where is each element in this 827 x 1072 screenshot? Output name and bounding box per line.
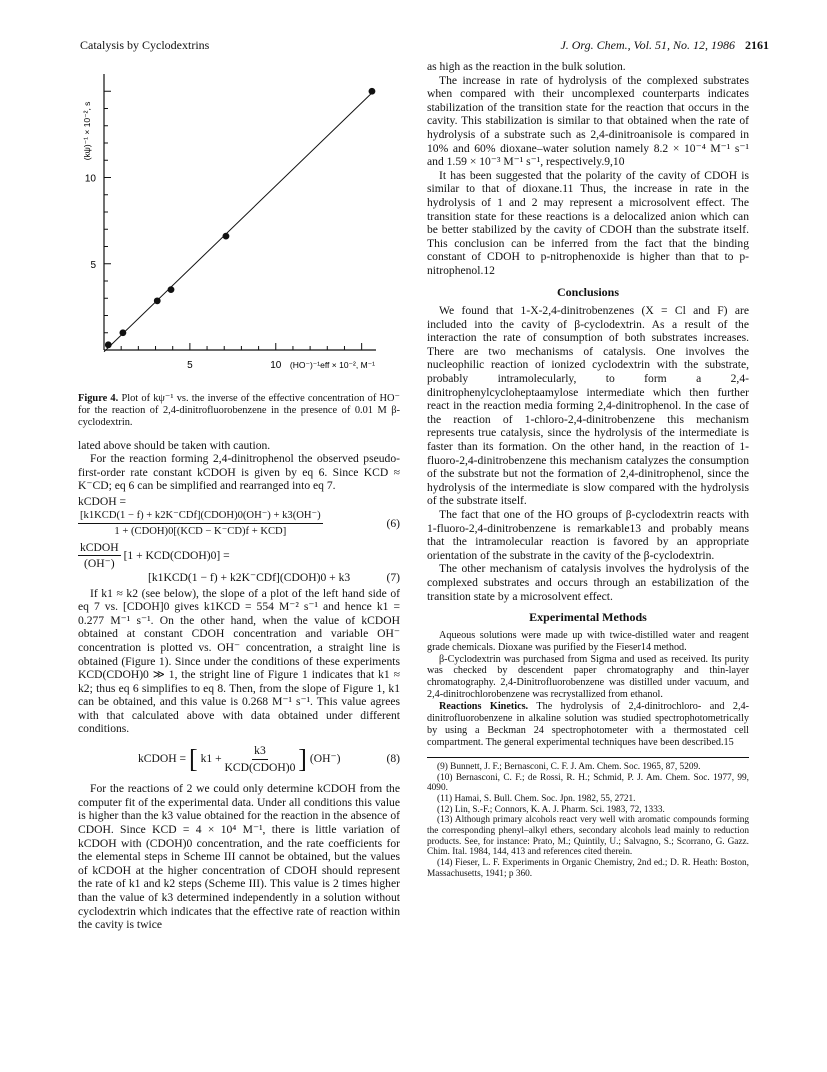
eq7-line2: [k1KCD(1 − f) + k2K⁻CDf](CDOH)0 + k3 (148, 570, 351, 584)
reference: (12) Lin, S.-F.; Connors, K. A. J. Pharm. Sci. 1983, 72, 1333. (437, 804, 665, 815)
eq7-num: kCDOH (78, 541, 121, 557)
eq6-number: (6) (386, 516, 400, 530)
reference: (11) Hamai, S. Bull. Chem. Soc. Jpn. 1982, 55, 2721. (437, 793, 636, 804)
paragraph: If k1 ≈ k2 (see below), the slope of a plot of the left hand side of eq 7 vs. [CDOH]0 gives k1KCD = 554 M⁻² s⁻¹ and hence k1 = 0.277 M⁻¹ s⁻¹. On the other hand, when the value of kCDOH obtained at constant CDOH concentration and variable OH⁻ concentration is plotted vs. OH⁻ concentration, a straight line is obtained (Figure 1). Since under the conditions of these experiments KCD(CDOH)0 ≫ 1, the stright line of Figure 1 indicates that k1 ≈ k2; thus eq 6 simplifies to eq 8. Then, from the slope of Figure 1, k1 can be obtained, and this value is 0.268 M⁻¹ s⁻¹. This value agrees with that calculated above with data obtained under different conditions. (78, 586, 400, 736)
paragraph: β-Cyclodextrin was purchased from Sigma and used as received. Its purity was checked by descendent paper chromatography and thin-layer chromatography. 2,4-Dinitrofluorobenzene was distilled under vacuum, and 2,4-dinitrochlorobenzene was recrystallized from ethanol. (427, 653, 749, 701)
reference: (9) Bunnett, J. F.; Bernasconi, C. F. J. Am. Chem. Soc. 1965, 87, 5209. (437, 761, 701, 772)
equation-8: kCDOH = [ k1 + $\frac{k3}{\text{KCD(CDOH)0}}$ ] (OH⁻) (8) (138, 744, 400, 774)
section-heading-experimental: Experimental Methods (529, 610, 647, 625)
equation-7 (78, 541, 400, 585)
eq8-number: (8) (386, 752, 400, 766)
equation-6 (78, 495, 400, 539)
paragraph: The increase in rate of hydrolysis of the complexed substrates when compared with their uncomplexed counterparts indicates stabilization of the transition state for the reaction that occurs in the cavity. This stabilization is similar to that obtained when the rate of hydrolysis of a substrate such as 2,4-dinitroanisole is compared in 10% and 60% dioxane–water solution namely 8.2 × 10⁻⁴ M⁻¹ s⁻¹ and 1.59 × 10⁻³ M⁻¹ s⁻¹, respectively.9,10 (427, 73, 749, 169)
run-in-heading: Reactions Kinetics. (439, 701, 529, 713)
data-point (223, 233, 230, 240)
data-point (369, 88, 376, 95)
figure-caption-text: Plot of kψ⁻¹ vs. the inverse of the effective concentration of HO⁻ for the reaction of 2,4-dinitrofluorobenzene in the presence of 0.01 M β-cyclodextrin. (78, 392, 400, 428)
figure-caption (78, 393, 400, 429)
eq8-tail: (OH⁻) (309, 751, 341, 765)
running-header-left: Catalysis by Cyclodextrins (80, 38, 210, 52)
x-axis-label: (HO⁻)⁻¹eff × 10⁻², M⁻¹ (289, 360, 375, 370)
eq7-number: (7) (386, 570, 400, 584)
figure-4-chart (78, 60, 400, 385)
eq6-numerator: [k1KCD(1 − f) + k2K⁻CDf](CDOH)0(OH⁻) + k3(OH⁻) (78, 509, 323, 525)
data-point (119, 329, 126, 336)
eq6-denominator: 1 + (CDOH)0[(KCD − K⁻CD)f + KCD] (114, 526, 287, 538)
data-point (154, 297, 161, 304)
reference: (14) Fieser, L. F. Experiments in Organic Chemistry, 2nd ed.; D. R. Heath: Boston, Massachusetts, 1941; p 360. (427, 858, 749, 879)
paragraph: It has been suggested that the polarity of the cavity of CDOH is similar to that of dioxane.11 Thus, the increase in rate in the hydrolysis of 1 and 2 may represent a microsolvent effect. The transition state for these reactions is a delocalized anion which can be better stabilized by the cavity of CDOH than the substrate itself. This conclusion can be inferred from the fact that the binding constant of CDOH to p-nitrophenoxide is higher than that to p-nitrophenol.12 (427, 168, 749, 277)
paragraph (427, 701, 749, 749)
eq8-num: k3 (252, 744, 268, 760)
section-heading-conclusions: Conclusions (556, 284, 620, 299)
paragraph: Aqueous solutions were made up with twice-distilled water and reagent grade chemicals. Dioxane was purified by the Fieser14 method. (427, 629, 749, 653)
data-point (168, 286, 175, 293)
y-tick-label: 5 (90, 259, 96, 271)
paragraph: We found that 1-X-2,4-dinitrobenzenes (X = Cl and F) are included into the cavity of β-cyclodextrin. As a result of the interaction the rate of consumption of both substrates increases. There are two mechanisms of catalysis. One involves the nucleophilic reaction of ionized cyclodextrin with the substrate, probably intramolecularly, to form a 2,4-dinitrophenylcycloheptaamylose intermediate which then further react in the reaction media forming 2,4-dinitrophenol. In the case of the reaction of 1-chloro-2,4-dinitrobenzene this mechanism represents true catalysis, since the hydrolysis of the intermediate is faster than its formation. On the other hand, in the reaction of 1-fluoro-2,4-dinitrobenzene this mechanism catalyzes the consumption of the substrate but not the formation of 2,4-dinitrophenol, since the hydrolysis of the intermediate is slow compared with the hydrolysis of the substrate itself. (427, 304, 749, 508)
figure-label: Figure 4. (78, 392, 119, 404)
references (427, 757, 749, 880)
paragraph: The other mechanism of catalysis involves the hydrolysis of the complexed substrates and occurs through an estabilization of the transition state by a microsolvent effect. (427, 562, 749, 603)
eq6-lhs: kCDOH = (78, 494, 127, 508)
eq7-rest: [1 + KCD(CDOH)0] = (123, 548, 230, 562)
running-header-right (560, 38, 769, 53)
paragraph: For the reactions of 2 we could only determine kCDOH from the computer fit of the experimental data. Under all conditions this value is higher than the k3 value obtained for the reaction in the absence of CDOH. Since KCD = 4 × 10⁴ M⁻¹, there is little variation of kCDOH with (CDOH)0 concentration, and the rate coefficients for the elemental steps in Scheme III cannot be obtained, but the values of kCDOH at the higher concentration of CDOH should represent the rate of k1 and k2 steps (Scheme III). This value is 2 times higher than the value of k3 determined independently in a solution without cyclodextrin which indicates that the effective rate of reaction within the cavity is twice (78, 782, 400, 932)
x-tick-label: 10 (270, 360, 282, 371)
eq8-den: KCD(CDOH)0 (224, 760, 296, 774)
paragraph: lated above should be taken with caution. (78, 438, 271, 452)
eq7-den: (OH⁻) (84, 557, 115, 571)
left-column (78, 60, 400, 932)
reference: (13) Although primary alcohols react very well with aromatic compounds forming the corresponding phenyl–alkyl ethers, secondary alcohols lead mainly to reduction products. See, for instance: Prato, M.; Quintily, U.; Salvagno, S.; Scorrano, G. Gazz. Chim. Ital. 1984, 144, 413 and references cited therein. (427, 815, 749, 858)
right-column (427, 60, 749, 880)
paragraph: as high as the reaction in the bulk solution. (427, 60, 626, 73)
data-point (105, 341, 112, 348)
paragraph-text: The hydrolysis of 2,4-dinitrochloro- and 2,4-dinitrofluorobenzene in alkaline solution was studied spectrophotometrically by using a Beckman 24 spectrophotometer with a thermostated cell compartment. The general experimental techniques have been described.15 (427, 701, 750, 748)
eq8-k1: k1 + (200, 751, 222, 765)
paragraph: For the reaction forming 2,4-dinitrophenol the observed pseudo-first-order rate constant kCDOH is given by eq 6. Since KCD ≈ K⁻CD; eq 6 can be simplified and rearranged into eq 7. (78, 452, 400, 493)
page-number: 2161 (745, 38, 769, 52)
y-axis-label: (kψ)⁻¹ × 10⁻², s (82, 101, 92, 161)
reference: (10) Bernasconi, C. F.; de Rossi, R. H.; Schmid, P. J. Am. Chem. Soc. 1977, 99, 4090. (427, 772, 749, 794)
eq8-lhs: kCDOH = (138, 751, 187, 765)
y-tick-label: 10 (84, 173, 96, 185)
paragraph: The fact that one of the HO groups of β-cyclodextrin reacts with 1-fluoro-2,4-dinitrobenzene is remarkable13 and probably means that the intramolecular reaction is favored by an appropriate orientation of the substrate in the cavity of the β-cyclodextrin. (427, 508, 749, 562)
x-tick-label: 5 (187, 360, 193, 371)
fit-line (104, 93, 372, 352)
journal-citation: J. Org. Chem., Vol. 51, No. 12, 1986 (560, 38, 735, 52)
